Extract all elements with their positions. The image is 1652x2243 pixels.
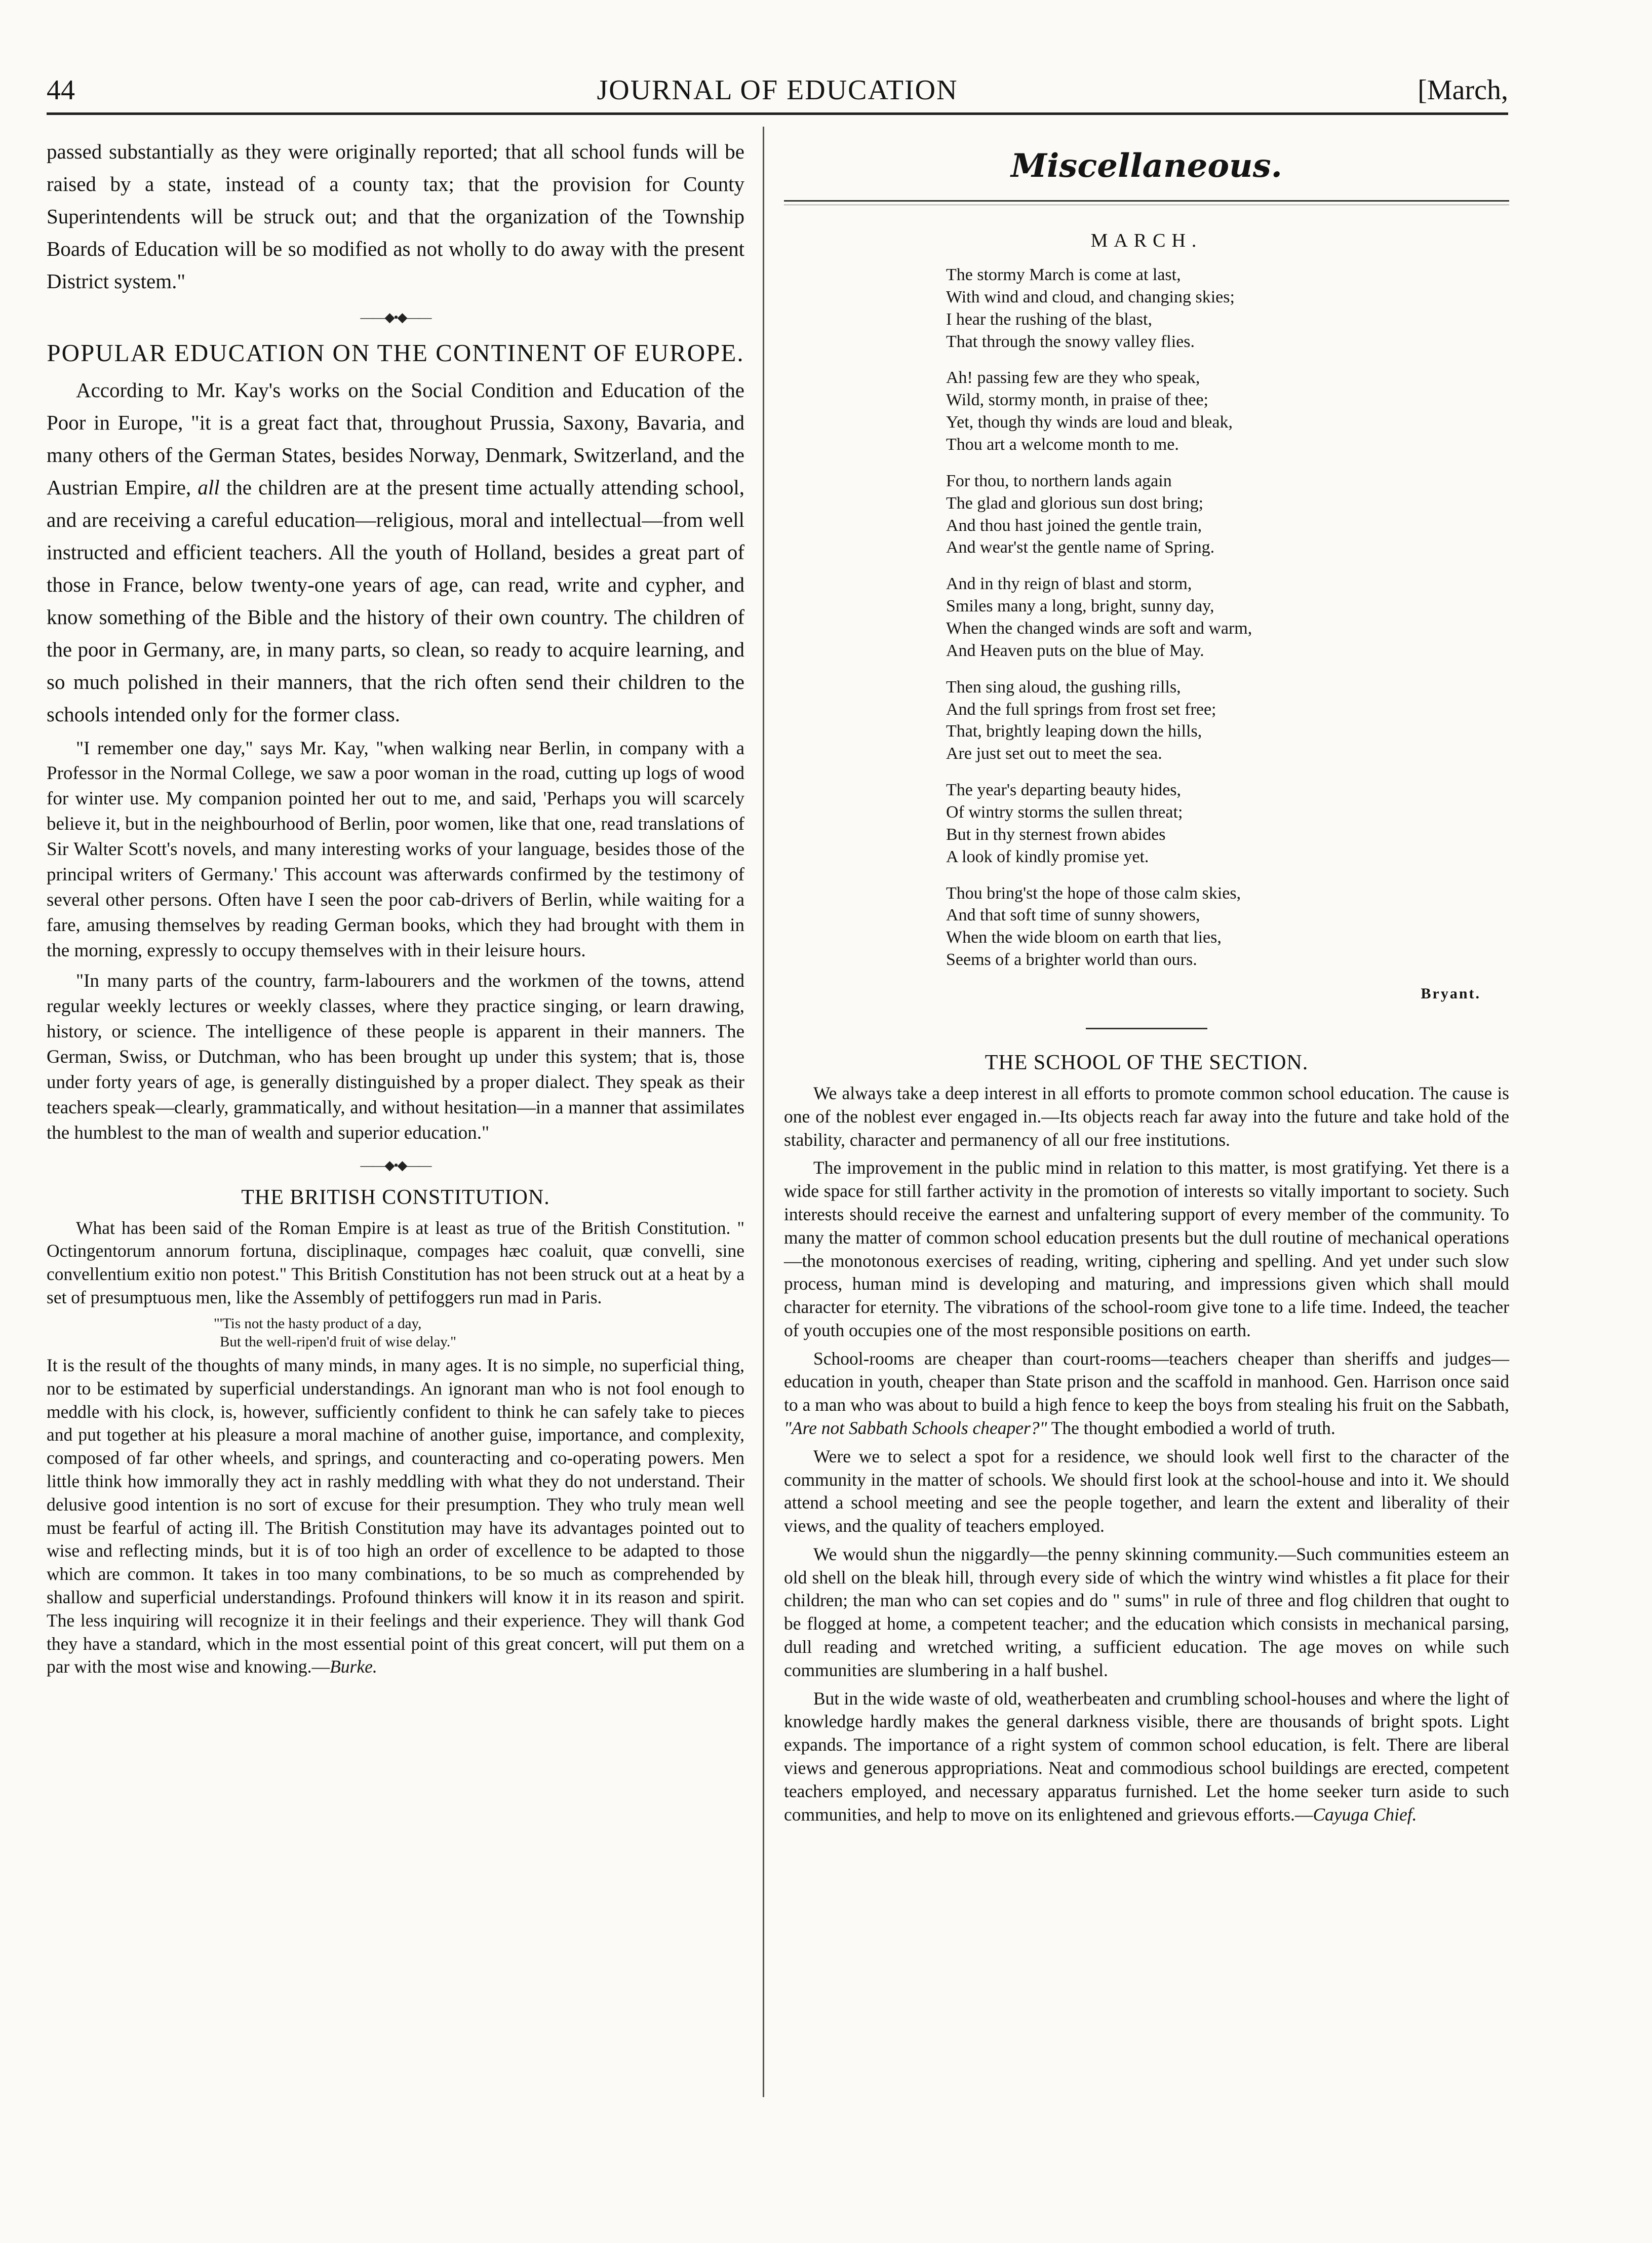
article-paragraph: But in the wide waste of old, weatherbeaten and crumbling school-houses and where the light of knowledge hardly makes the general darkness visible, there are thousands of bright spots. Light expands. The importance of a right system of common school education, is felt. There are liberal views and generous appropriations. Neat and commodious school buildings are erected, competent teachers employed, and necessary apparatus furnished. Let the home seeker turn aside to such communities, and help to move on its enlightened and grievous efforts.—Cayuga Chief.: [784, 1688, 1509, 1825]
intro-paragraph: passed substantially as they were originally reported; that all school funds will be raised by a state, instead of a county tax; that the provision for County Superintendents will be struck out; and that the organization of the Township Boards of Education will be so modified as not wholly to do away with the present District system.": [47, 140, 744, 293]
poem-line: When the changed winds are soft and warm,: [946, 619, 1252, 638]
page-header: [47, 70, 1508, 117]
poem-stanza: [946, 779, 1509, 868]
article-paragraph: We would shun the niggardly—the penny skinning community.—Such communities esteem an old shell on the bleak hill, through every side of which the wintry wind whistles a fit place for their children; the man who can set copies and do " sums" in rule of three and flog children that ought to be flogged at home, a competent teacher; and the education which consists in mechanical parsing, dull reading and wretched writing, a sufficient education. The age moves on while such communities are slumbering in a half bushel.: [784, 1543, 1509, 1680]
article-paragraph: We always take a deep interest in all efforts to promote common school education. The cause is one of the noblest ever engaged in.—Its objects reach far away into the future and take hold of the stability, character and permanency of all our free institutions.: [784, 1083, 1509, 1150]
poem-stanza: [946, 367, 1509, 455]
left-column: [47, 136, 744, 1684]
poem-line: Seems of a brighter world than ours.: [946, 950, 1197, 970]
article-paragraph: "In many parts of the country, farm-labourers and the workmen of the towns, attend regular weekly lectures or weekly classes, where they practice singing, or learn drawing, history, or science. The intelligence of these people is apparent in their manners. The German, Swiss, or Dutchman, who has been brought up under this system; that is, those under forty years of age, is generally distinguished by a proper dialect. They speak as their teachers speak—clearly, grammatically, and without hesitation—in a manner that assimilates the humblest to the man of wealth and superior education.": [47, 970, 744, 1143]
poem-line: Are just set out to meet the sea.: [946, 744, 1162, 763]
poem-line: For thou, to northern lands again: [946, 471, 1172, 490]
poem-line: When the wide bloom on earth that lies,: [946, 928, 1222, 947]
poem-line: And Heaven puts on the blue of May.: [946, 641, 1204, 660]
article-paragraph: Were we to select a spot for a residence, we should look well first to the character of the community in the matter of schools. We should first look at the school-house and into it. We should attend a school meeting and see the people together, and learn the extent and liberality of their views, and the quality of teachers employed.: [784, 1446, 1509, 1536]
journal-title: JOURNAL OF EDUCATION: [597, 74, 958, 106]
poem-line: Wild, stormy month, in praise of thee;: [946, 391, 1208, 410]
poem-stanza: [946, 573, 1509, 662]
poem-stanza: [946, 882, 1509, 971]
article-author: Burke.: [330, 1656, 377, 1677]
poem-line: And that soft time of sunny showers,: [946, 906, 1200, 925]
poem-body: [946, 264, 1509, 971]
poem-line: I hear the rushing of the blast,: [946, 310, 1152, 329]
section-rule: [784, 200, 1509, 205]
poem-line: That through the snowy valley flies.: [946, 332, 1195, 351]
poem-line: The glad and glorious sun dost bring;: [946, 493, 1204, 513]
poem-stanza: [946, 470, 1509, 559]
poem-line: Smiles many a long, bright, sunny day,: [946, 597, 1214, 616]
article-title-popular-education: POPULAR EDUCATION ON THE CONTINENT OF EUROPE.: [47, 338, 744, 367]
couplet-line: "'Tis not the hasty product of a day,: [214, 1315, 422, 1332]
article-source: Cayuga Chief.: [1313, 1804, 1417, 1825]
short-rule: [1086, 1028, 1207, 1029]
article-title-british-constitution: THE BRITISH CONSTITUTION.: [241, 1185, 550, 1209]
page-number: 44: [47, 74, 75, 106]
poem-stanza: [946, 676, 1509, 765]
poem-line: And the full springs from frost set free;: [946, 700, 1216, 719]
poem-stanza: [946, 264, 1509, 353]
article-title-school-of-section: THE SCHOOL OF THE SECTION.: [985, 1051, 1309, 1075]
issue-month: [March,: [1418, 74, 1508, 106]
poem-line: Thou art a welcome month to me.: [946, 435, 1179, 454]
column-divider: [763, 127, 764, 2097]
right-column: [784, 136, 1509, 1831]
article-paragraph: School-rooms are cheaper than court-rooms—teachers cheaper than sheriffs and judges—education in youth, cheaper than State prison and the scaffold in manhood. Gen. Harrison once said to a man who was about to build a high fence to keep the boys from stealing his fruit on the Sabbath, "Are not Sabbath Schools cheaper?" The thought embodied a world of truth.: [784, 1348, 1509, 1438]
poem-line: A look of kindly promise yet.: [946, 847, 1149, 866]
poem-line: The stormy March is come at last,: [946, 265, 1181, 284]
poem-line: That, brightly leaping down the hills,: [946, 722, 1202, 741]
poem-title: MARCH.: [1090, 230, 1203, 251]
couplet-line: But the well-ripen'd fruit of wise delay.": [220, 1333, 456, 1350]
article-paragraph: "I remember one day," says Mr. Kay, "when walking near Berlin, in company with a Professor in the Normal College, we saw a poor woman in the road, cutting up logs of wood for winter use. My companion pointed her out to me, and said, 'Perhaps you will scarcely believe it, but in the neighbourhood of Berlin, poor women, like that one, read translations of Sir Walter Scott's novels, and many interesting works of your language, besides those of the principal writers of Germany.' This account was afterwards confirmed by the testimony of several other persons. Often have I seen the poor cab-drivers of Berlin, while waiting for a fare, amusing themselves by reading German books, which they had brought with them in the morning, expressly to occupy themselves with in their leisure hours.: [47, 738, 744, 961]
poem-line: But in thy sternest frown abides: [946, 825, 1166, 844]
quoted-couplet: [214, 1314, 744, 1351]
poem-line: And thou hast joined the gentle train,: [946, 516, 1202, 535]
poem-author: Bryant.: [1421, 985, 1481, 1002]
article-paragraph: It is the result of the thoughts of many minds, in many ages. It is no simple, no superficial thing, nor to be estimated by superficial understandings. An ignorant man who is not fool enough to meddle with his clock, is, however, sufficiently confident to think he can safely take to pieces and put together at his pleasure a moral machine of another guise, importance, and complexity, composed of far other wheels, and springs, and counteracting and co-operating powers. Men little think how immorally they act in rashly meddling with what they do not understand. Their delusive good intention is no sort of excuse for their presumption. They who truly mean well must be fearful of acting ill. The British Constitution may have its advantages pointed out to wise and reflecting minds, but it is of too high an order of excellence to be adapted to those which are common. It takes in too many combinations, to be so much as comprehended by shallow and superficial understandings. Profound thinkers will know it in its reason and spirit. The less inquiring will recognize it in their feelings and their experience. They will thank God they have a standard, which in the most essential point of this great concert, will put them on a par with the most wise and knowing.—Burke.: [47, 1355, 744, 1677]
poem-line: The year's departing beauty hides,: [946, 781, 1182, 800]
article-paragraph: The improvement in the public mind in relation to this matter, is most gratifying. Yet there is a wide space for still farther activity in the promotion of interests so vitally important to society. Such interests should receive the earnest and unfaltering support of every member of the community. To many the matter of common school education presents but the dull routine of mechanical operations—the monotonous exercises of reading, writing, ciphering and spelling. And yet under such slow process, human mind is developing and maturing, and impressions given which shall mould character for eternity. The vibrations of the school-room give tone to a life time. Indeed, the teacher of youth occupies one of the most responsible positions on earth.: [784, 1157, 1509, 1340]
poem-line: Ah! passing few are they who speak,: [946, 368, 1200, 388]
poem-line: Then sing aloud, the gushing rills,: [946, 677, 1181, 697]
poem-line: And wear'st the gentle name of Spring.: [946, 538, 1215, 557]
poem-line: Yet, though thy winds are loud and bleak,: [946, 413, 1233, 432]
ornament-divider: ——◆•◆——: [360, 310, 431, 325]
ornament-divider: ——◆•◆——: [360, 1157, 431, 1173]
article-paragraph: According to Mr. Kay's works on the Social Condition and Education of the Poor in Europe, "it is a great fact that, throughout Prussia, Saxony, Bavaria, and many others of the German States, besides Norway, Denmark, Switzerland, and the Austrian Empire, all the children are at the present time actually attending school, and are receiving a careful education—religious, moral and intellectual—from well instructed and efficient teachers. All the youth of Holland, besides a great part of those in France, below twenty-one years of age, can read, write and cypher, and know something of the Bible and the history of their own country. The children of the poor in Germany, are, in many parts, so clean, so ready to acquire learning, and so much polished in their manners, that the rich often send their children to the schools intended only for the former class.: [47, 378, 745, 726]
poem-line: Of wintry storms the sullen threat;: [946, 803, 1183, 822]
poem-line: And in thy reign of blast and storm,: [946, 574, 1192, 594]
section-title-miscellaneous: Miscellaneous.: [1011, 147, 1282, 185]
poem-line: With wind and cloud, and changing skies;: [946, 287, 1235, 306]
poem-line: Thou bring'st the hope of those calm skies,: [946, 883, 1241, 903]
article-paragraph: What has been said of the Roman Empire is at least as true of the British Constitution. " Octingentorum annorum fortuna, disciplinaque, compages hæc coaluit, quæ convelli, sine convellentium exitio non potest." This British Constitution has not been struck out at a heat by a set of presumptuous men, like the Assembly of pettifoggers run mad in Paris.: [47, 1217, 744, 1307]
header-rule: [47, 112, 1508, 115]
